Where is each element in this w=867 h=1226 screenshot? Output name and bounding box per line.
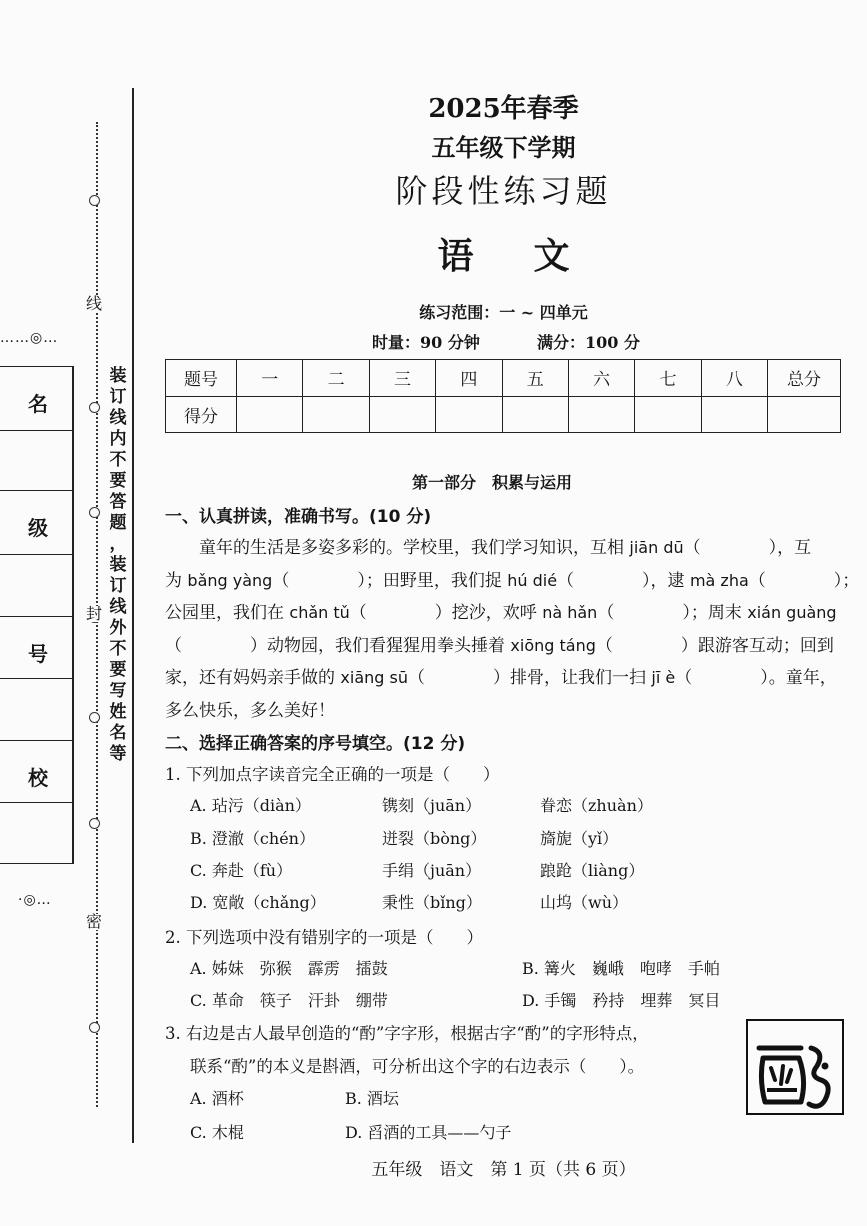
q3-option-a: A. 酒杯 xyxy=(190,1089,244,1108)
student-info-box xyxy=(0,366,74,864)
binding-marker-seal: 封 xyxy=(86,604,103,623)
field-school-label: 校 xyxy=(28,766,48,790)
q3-option-b: B. 酒坛 xyxy=(345,1089,399,1108)
score-table-header-row: 题号 一 二 三 四 五 六 七 八 总分 xyxy=(166,360,841,397)
exam-full-score: 满分：100 分 xyxy=(537,333,640,352)
score-cell[interactable] xyxy=(436,396,502,433)
q2-option-a: A. 姊妹 弥猴 霹雳 擂鼓 xyxy=(190,959,388,978)
q1-option-c2: 手绢（juān） xyxy=(382,861,482,880)
q1-option-a3: 眷恋（zhuàn） xyxy=(540,796,653,815)
dots-marker: ·◎… xyxy=(18,892,52,908)
binding-notice: 装 订 线 内 不 要 答 题 ， 装 订 线 外 不 要 写 姓 名 等 xyxy=(109,366,127,764)
q1-stem: 1. 下列加点字读音完全正确的一项是（ ） xyxy=(165,765,500,784)
exam-title: 阶段性练习题 xyxy=(395,172,612,210)
section1-line: 童年的生活是多姿多彩的。学校里，我们学习知识，互相 jiān dū（ ），互 xyxy=(199,538,812,558)
section1-title: 一、认真拼读，准确书写。(10 分) xyxy=(165,507,432,527)
part1-title: 第一部分 积累与运用 xyxy=(412,473,573,492)
ancient-character-image xyxy=(745,1018,845,1116)
q2-option-d: D. 手镯 矜持 埋葬 冥目 xyxy=(522,991,721,1010)
dots-marker: ……◎… xyxy=(0,330,59,346)
section1-line: 多么快乐，多么美好！ xyxy=(165,701,335,721)
exam-subject: 语 文 xyxy=(437,235,570,277)
circle-marker xyxy=(89,818,100,829)
binding-marker-line: 线 xyxy=(86,294,103,313)
score-cell[interactable] xyxy=(568,396,634,433)
q1-option-d2: 秉性（bǐng） xyxy=(382,893,482,912)
field-class-label: 级 xyxy=(28,516,48,540)
score-cell[interactable] xyxy=(303,396,369,433)
score-cell[interactable] xyxy=(369,396,435,433)
q2-option-b: B. 篝火 巍峨 咆哮 手帕 xyxy=(522,959,720,978)
field-name-label: 名 xyxy=(28,392,48,416)
q1-option-c3: 踉跄（liàng） xyxy=(540,861,645,880)
score-cell[interactable] xyxy=(502,396,568,433)
q1-option-b2: 迸裂（bòng） xyxy=(382,829,487,848)
q3-option-d: D. 舀酒的工具——勺子 xyxy=(345,1123,512,1142)
score-table xyxy=(165,359,841,433)
section1-line: 为 bǎng yàng（ ）；田野里，我们捉 hú dié（ ），逮 mà zha（ ）； xyxy=(165,571,860,591)
q1-option-d1: D. 宽敞（chǎng） xyxy=(190,893,326,912)
q3-stem-line2: 联系“酌”的本义是斟酒，可分析出这个字的右边表示（ ）。 xyxy=(190,1057,645,1076)
score-cell[interactable] xyxy=(635,396,701,433)
exam-year: 2025年春季 xyxy=(428,94,579,124)
q1-option-b3: 旖旎（yǐ） xyxy=(540,829,619,848)
section1-line: （ ）动物园，我们看猩猩用拳头捶着 xiōng táng（ ）跟游客互动；回到 xyxy=(165,636,834,656)
exam-range: 练习范围：一 ~ 四单元 xyxy=(419,303,588,322)
circle-marker xyxy=(89,712,100,723)
field-number-label: 号 xyxy=(28,642,48,666)
circle-marker xyxy=(89,1022,100,1033)
q1-option-d3: 山坞（wù） xyxy=(540,893,629,912)
q2-stem: 2. 下列选项中没有错别字的一项是（ ） xyxy=(165,928,483,947)
score-cell[interactable] xyxy=(768,396,841,433)
q1-option-a2: 镌刻（juān） xyxy=(382,796,482,815)
q3-option-c: C. 木棍 xyxy=(190,1123,244,1142)
circle-marker xyxy=(89,507,100,518)
section2-title: 二、选择正确答案的序号填空。(12 分) xyxy=(165,734,466,754)
q1-option-b1: B. 澄澈（chén） xyxy=(190,829,315,848)
score-cell[interactable] xyxy=(237,396,303,433)
section1-line: 家，还有妈妈亲手做的 xiāng sū（ ）排骨，让我们一扫 jī è（ ）。童年， xyxy=(165,668,837,688)
q1-option-c1: C. 奔赴（fù） xyxy=(190,861,293,880)
page-footer: 五年级 语文 第 1 页（共 6 页） xyxy=(371,1160,636,1180)
score-cell[interactable] xyxy=(701,396,767,433)
score-table-score-row: 得分 xyxy=(166,396,841,433)
exam-time: 时量：90 分钟 xyxy=(372,333,480,352)
circle-marker xyxy=(89,402,100,413)
binding-marker-secret: 密 xyxy=(86,912,103,931)
section1-line: 公园里，我们在 chǎn tǔ（ ）挖沙，欢呼 nà hǎn（ ）；周末 xián guàng xyxy=(165,603,837,623)
q1-option-a1: A. 玷污（diàn） xyxy=(190,796,311,815)
q3-stem-line1: 3. 右边是古人最早创造的“酌”字字形，根据古字“酌”的字形特点， xyxy=(165,1024,649,1043)
q2-option-c: C. 革命 筷子 汗卦 绷带 xyxy=(190,991,388,1010)
exam-grade: 五年级下学期 xyxy=(431,134,576,162)
